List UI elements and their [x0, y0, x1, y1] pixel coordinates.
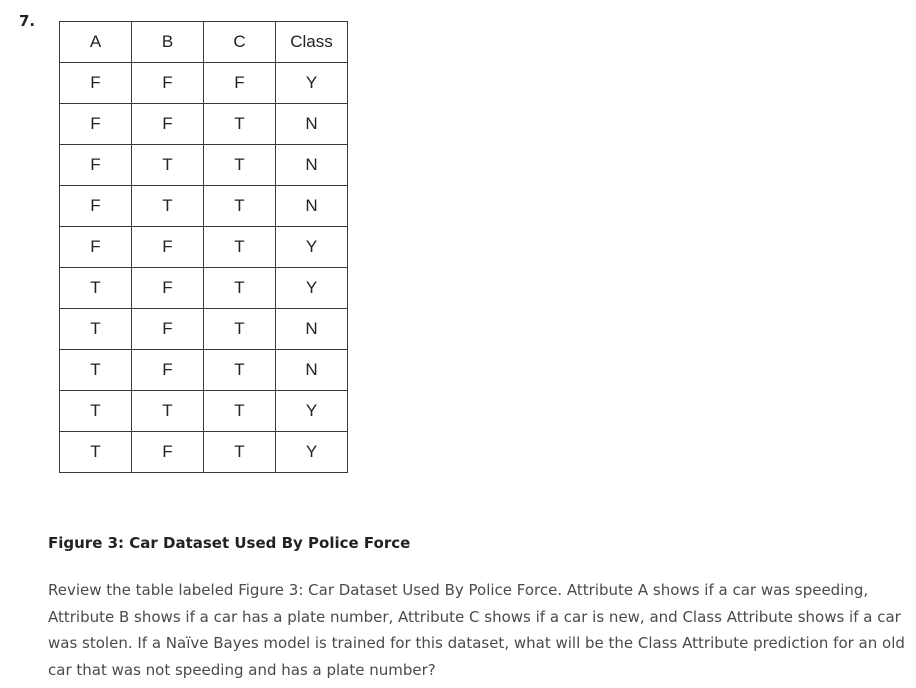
table-header-row [60, 22, 348, 63]
table-cell: Y [276, 268, 348, 309]
table-cell: F [60, 145, 132, 186]
table-row [60, 432, 348, 473]
column-header-a: A [60, 22, 132, 63]
table-row [60, 309, 348, 350]
table-cell: T [60, 309, 132, 350]
table-row [60, 104, 348, 145]
table-row [60, 63, 348, 104]
table-row [60, 268, 348, 309]
table-cell: T [204, 391, 276, 432]
table-cell: T [60, 391, 132, 432]
table-row [60, 186, 348, 227]
table-cell: T [204, 145, 276, 186]
car-dataset-table [59, 21, 348, 473]
table-cell: T [204, 227, 276, 268]
table-cell: F [60, 63, 132, 104]
table-row [60, 145, 348, 186]
table-row [60, 350, 348, 391]
table-cell: F [204, 63, 276, 104]
question-prompt: Review the table labeled Figure 3: Car Dataset Used By Police Force. Attribute A shows if a car was speeding, Attribute B shows if a car has a plate number, Attribute C shows if a car is new, and Class Attribute shows if a car was stolen. If a Naïve Bayes model is trained for this dataset, what will be the Class Attribute prediction for an old car that was not speeding and has a plate number? [48, 581, 905, 679]
table-cell: N [276, 350, 348, 391]
column-header-b: B [132, 22, 204, 63]
column-header-class: Class [276, 22, 348, 63]
table-cell: F [132, 63, 204, 104]
table-cell: Y [276, 391, 348, 432]
table-cell: F [132, 432, 204, 473]
table-cell: T [60, 268, 132, 309]
table-cell: T [60, 350, 132, 391]
table-cell: T [204, 186, 276, 227]
table-cell: F [132, 350, 204, 391]
table-cell: Y [276, 432, 348, 473]
table-cell: T [204, 350, 276, 391]
table-cell: T [204, 309, 276, 350]
table-cell: F [132, 104, 204, 145]
table-cell: F [132, 268, 204, 309]
table-cell: T [204, 104, 276, 145]
table-cell: N [276, 309, 348, 350]
table-cell: F [60, 104, 132, 145]
table-cell: F [60, 186, 132, 227]
table-cell: N [276, 104, 348, 145]
table-cell: T [204, 268, 276, 309]
table-cell: T [60, 432, 132, 473]
table-cell: F [60, 227, 132, 268]
table-cell: F [132, 227, 204, 268]
question-number: 7. [19, 12, 36, 30]
table-row [60, 391, 348, 432]
column-header-c: C [204, 22, 276, 63]
table-cell: T [132, 391, 204, 432]
table-cell: F [132, 309, 204, 350]
table-cell: N [276, 145, 348, 186]
table-cell: Y [276, 63, 348, 104]
table-row [60, 227, 348, 268]
figure-caption: Figure 3: Car Dataset Used By Police Force [48, 534, 411, 552]
table-cell: T [132, 145, 204, 186]
table-cell: T [132, 186, 204, 227]
table-cell: T [204, 432, 276, 473]
table-cell: N [276, 186, 348, 227]
table-cell: Y [276, 227, 348, 268]
